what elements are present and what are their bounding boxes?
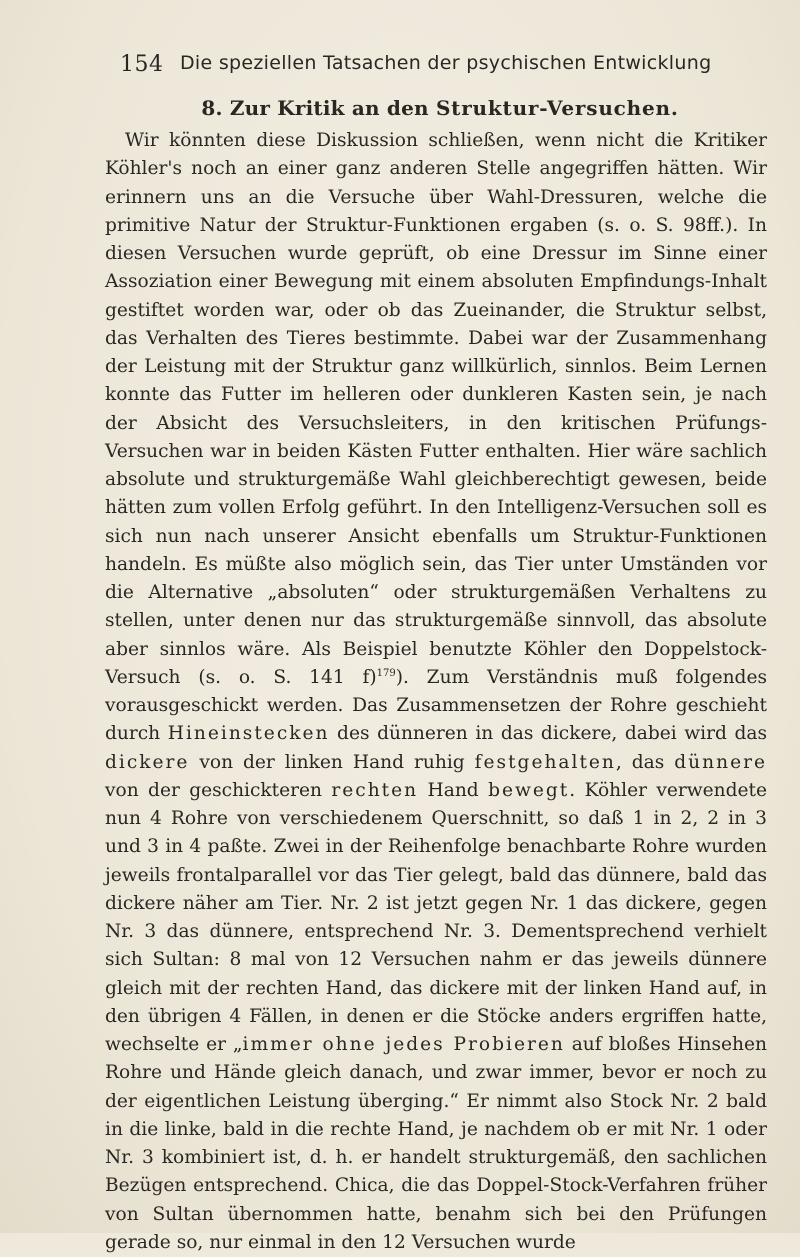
emphasized-word: bewegt <box>488 779 570 801</box>
paragraph <box>105 127 767 1257</box>
text-segment: von der linken Hand ruhig <box>189 751 475 773</box>
running-title: Die speziellen Tatsachen der psychischen Entwicklung <box>180 52 712 74</box>
text-segment: des dünneren in das dickere, dabei wird das <box>329 723 767 745</box>
body-text <box>105 127 767 1257</box>
emphasized-word: Hineinstecken <box>167 723 330 745</box>
text-segment: , das <box>615 751 675 773</box>
section-number: 8. <box>201 96 223 120</box>
emphasized-phrase: immer ohne jedes Probieren <box>242 1034 565 1055</box>
section-title: Zur Kritik an den <box>229 96 436 120</box>
emphasized-word: festgehalten <box>474 751 616 773</box>
emphasized-word: dickere <box>105 751 190 773</box>
section-heading <box>120 96 760 120</box>
text-segment: . Köhler verwendete nun 4 Rohre von verschiedenem Querschnitt, so daß 1 in 2, 2 in 3 und 3 in 4 paßte. Zwei in der Reihenfolge benachbarte Rohre wurden jeweils frontalparallel vor das Tier gelegt, bald das dünnere, bald das dickere näher am Tier. Nr. 2 ist jetzt gegen Nr. 1 das dickere, gegen Nr. 3 das dünnere, entsprechend Nr. 3. Dementsprechend verhielt sich Sultan: 8 mal von 12 Versuchen nahm er das jeweils dünnere gleich mit der rechten Hand, das dickere mit der linken Hand auf, in den übrigen 4 Fällen, in denen er die Stöcke anders ergriffen hatte, wechselte er „ <box>105 779 768 1055</box>
text-segment: Hand <box>418 779 489 801</box>
text-segment: Wir könnten diese Diskussion schließen, wenn nicht die Kritiker Köhler's noch an einer ganz anderen Stelle angegriffen hätten. Wir erinnern uns an die Versuche über Wahl-Dressuren, welche die primitive Natur der Struktur-Funktionen ergaben (s. o. S. 98ff.). In diesen Versuchen wurde geprüft, ob eine Dressur im Sinne einer Assoziation einer Bewegung mit einem absoluten Empfindungs-Inhalt gestiftet worden war, oder ob das Zueinander, die Struktur selbst, das Verhalten des Tieres bestimmte. Dabei war der Zusammenhang der Leistung mit der Struktur ganz willkürlich, sinnlos. Beim Lernen konnte das Futter im helleren oder dunkleren Kasten sein, je nach der Absicht des Versuchsleiters, in den kritischen Prüfungs-Versuchen war in beiden Kästen Futter enthalten. Hier wäre sachlich absolute und strukturgemäße Wahl gleichberechtigt gewesen, beide hätten zum vollen Erfolg geführt. In den Intelligenz-Versuchen soll es sich nun nach unserer Ansicht ebenfalls um Struktur-Funktionen handeln. Es müßte also möglich sein, das Tier unter Umständen vor die Alternative „absoluten“ oder strukturgemäßen Verhaltens zu stellen, unter denen nur das strukturgemäße sinnvoll, das absolute aber sinnlos wäre. Als Beispiel benutzte Köhler den Doppelstock-Versuch (s. o. S. 141 f) <box>105 130 767 688</box>
page-number: 154 <box>120 52 164 77</box>
footnote-reference: 179 <box>376 667 396 679</box>
text-segment: auf bloßes Hinsehen Rohre und Hände gleich danach, und zwar immer, bevor er noch zu der eigentlichen Leistung überging.“ Er nimmt also Stock Nr. 2 bald in die linke, bald in die rechte Hand, je nachdem ob er mit Nr. 1 oder Nr. 3 kombiniert ist, d. h. er handelt strukturgemäß, den sachlichen Bezügen entsprechend. Chica, die das Doppel-Stock-Verfahren früher von Sultan übernommen hatte, benahm sich bei den Prüfungen gerade so, nur einmal in den 12 Versuchen wurde <box>105 1034 768 1253</box>
running-head <box>120 48 760 78</box>
text-segment: von der geschickteren <box>105 779 332 801</box>
emphasized-word: dünnere <box>674 751 767 773</box>
text-segment: ). Zum Verständnis muß folgendes vorausgeschickt werden. Das Zusammensetzen der Rohre geschieht durch <box>105 666 767 745</box>
section-title-emphasis: Struktur-Versuchen. <box>435 96 679 120</box>
emphasized-word: rechten <box>331 779 419 801</box>
